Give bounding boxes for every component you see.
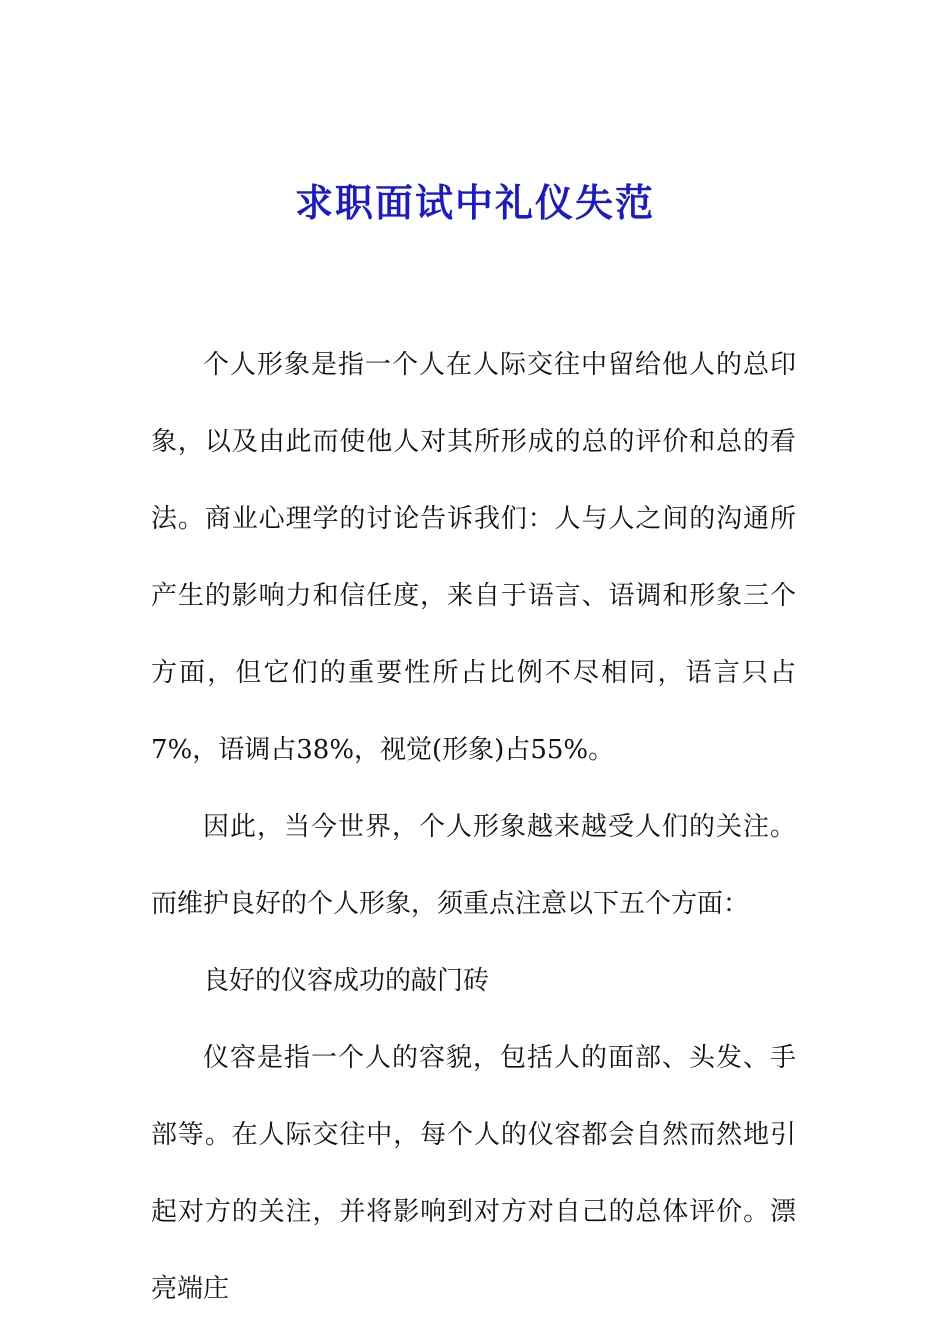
paragraph-2: 因此，当今世界，个人形象越来越受人们的关注。而维护良好的个人形象，须重点注意以下五个方面： bbox=[151, 812, 796, 919]
document-title: 求职面试中礼仪失范 bbox=[294, 180, 655, 225]
document-body bbox=[151, 327, 796, 1328]
paragraph-1: 个人形象是指一个人在人际交往中留给他人的总印象，以及由此而使他人对其所形成的总的评价和总的看法。商业心理学的讨论告诉我们：人与人之间的沟通所产生的影响力和信任度，来自于语言、语调和形象三个方面，但它们的重要性所占比例不尽相同，语言只占7%，语调占38%，视觉(形象)占55%。 bbox=[151, 350, 796, 765]
paragraph-4: 仪容是指一个人的容貌，包括人的面部、头发、手部等。在人际交往中，每个人的仪容都会自然而然地引起对方的关注，并将影响到对方对自己的总体评价。漂亮端庄 bbox=[151, 1043, 796, 1304]
paragraph-3: 良好的仪容成功的敲门砖 bbox=[203, 966, 490, 996]
